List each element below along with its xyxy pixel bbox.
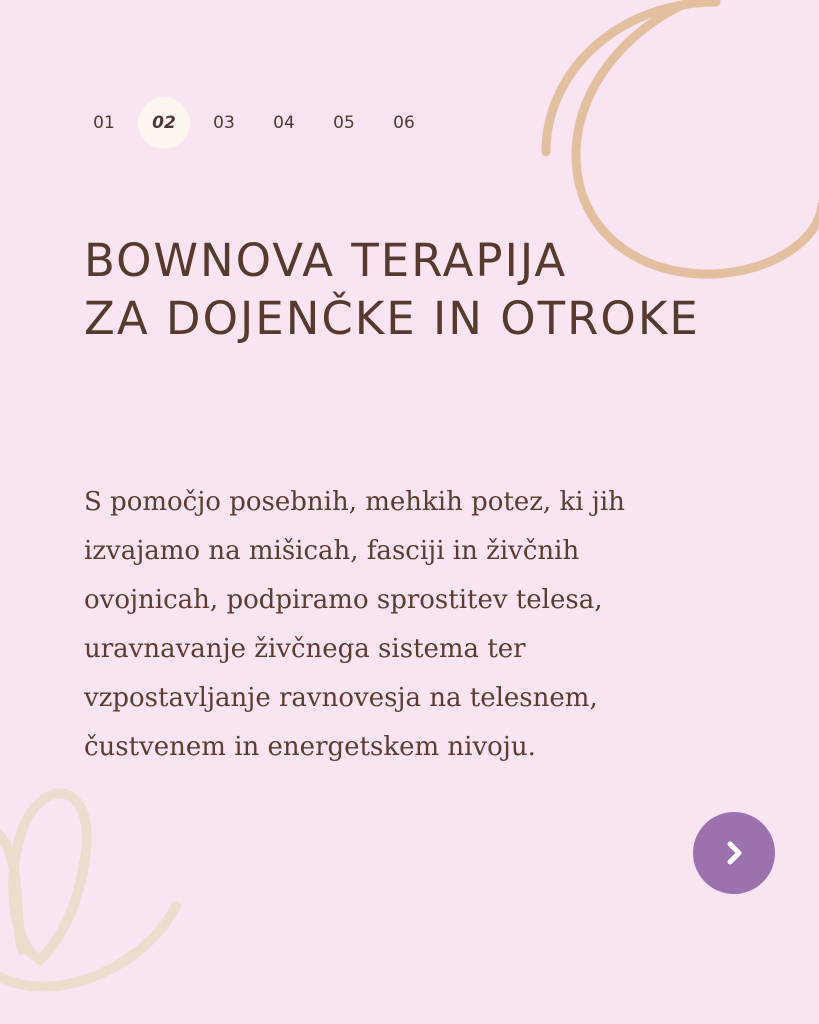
page-title-line-2: ZA DOJENČKE IN OTROKE [84, 292, 700, 345]
bottom-left-swirl [0, 793, 176, 986]
description-line: izvajamo na mišicah, fasciji in živčnih [84, 536, 580, 566]
next-slide-button[interactable] [693, 812, 775, 894]
description-line: ovojnicah, podpiramo sprostitev telesa, [84, 585, 603, 615]
description-paragraph [84, 478, 744, 772]
page-link-06[interactable]: 06 [393, 113, 415, 133]
chevron-right-icon [721, 838, 747, 868]
description-line: čustvenem in energetskem nivoju. [84, 732, 536, 762]
description-line: uravnavanje živčnega sistema ter [84, 634, 526, 664]
page-title [84, 232, 774, 348]
page-link-05[interactable]: 05 [333, 113, 355, 133]
description-line: S pomočjo posebnih, mehkih potez, ki jih [84, 487, 625, 517]
page-link-02[interactable]: 02 [138, 97, 190, 149]
page-link-04[interactable]: 04 [273, 113, 295, 133]
description-line: vzpostavljanje ravnovesja na telesnem, [84, 683, 598, 713]
page-link-03[interactable]: 03 [213, 113, 235, 133]
page-title-line-1: BOWNOVA TERAPIJA [84, 234, 568, 287]
page-link-01[interactable]: 01 [93, 113, 115, 133]
page-pagination [78, 97, 438, 149]
